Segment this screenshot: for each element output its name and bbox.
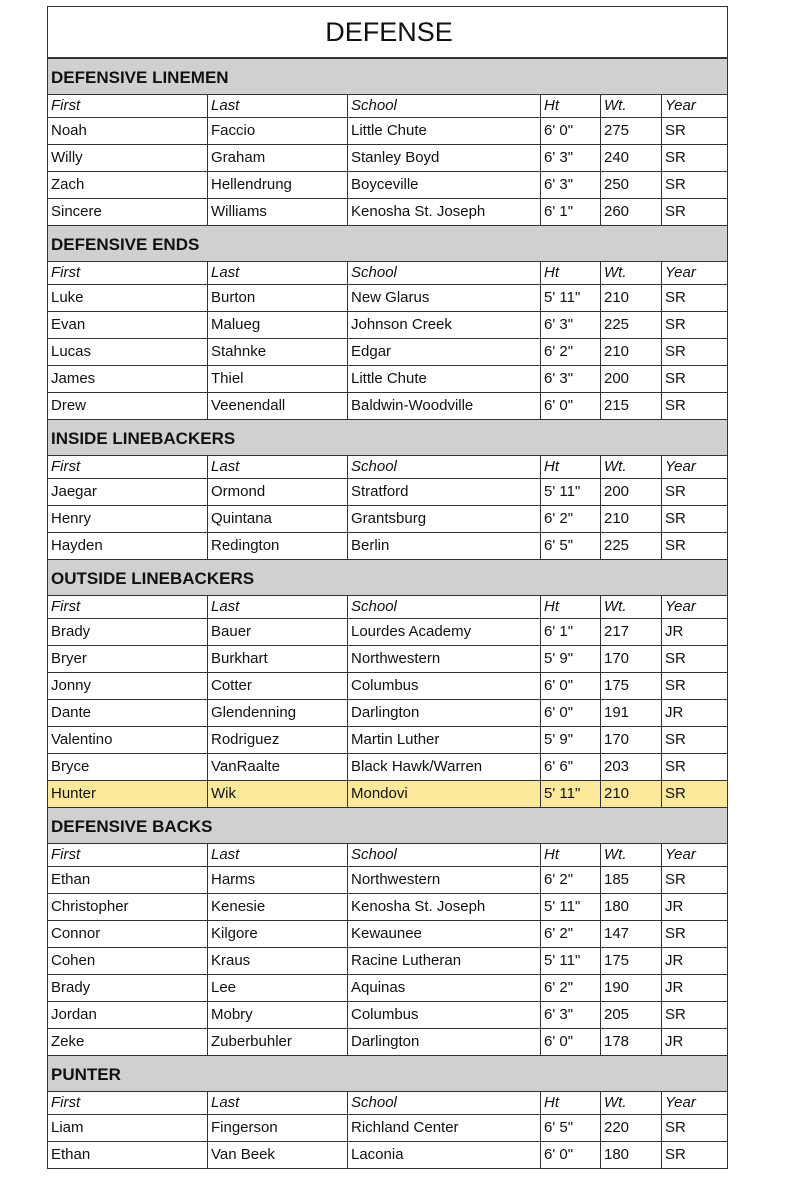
column-header-year: Year xyxy=(662,95,728,118)
cell-weight: 180 xyxy=(601,894,662,921)
column-header-weight: Wt. xyxy=(601,844,662,867)
cell-school: Grantsburg xyxy=(348,506,541,533)
column-header-school: School xyxy=(348,95,541,118)
cell-year: SR xyxy=(662,921,728,948)
cell-school: Martin Luther xyxy=(348,727,541,754)
cell-last: Redington xyxy=(208,533,348,560)
cell-year: SR xyxy=(662,366,728,393)
cell-height: 6' 3" xyxy=(541,145,601,172)
cell-first: Jonny xyxy=(48,673,208,700)
section-title: DEFENSIVE BACKS xyxy=(48,808,728,844)
column-header-first: First xyxy=(48,456,208,479)
column-header-height: Ht xyxy=(541,262,601,285)
column-header-year: Year xyxy=(662,1092,728,1115)
cell-weight: 210 xyxy=(601,506,662,533)
cell-height: 6' 3" xyxy=(541,366,601,393)
cell-first: Zeke xyxy=(48,1029,208,1056)
column-header-first: First xyxy=(48,844,208,867)
cell-year: SR xyxy=(662,145,728,172)
cell-first: Hayden xyxy=(48,533,208,560)
cell-first: Ethan xyxy=(48,867,208,894)
column-header-last: Last xyxy=(208,95,348,118)
cell-school: Kewaunee xyxy=(348,921,541,948)
page-title: DEFENSE xyxy=(48,7,728,59)
cell-weight: 250 xyxy=(601,172,662,199)
table-row xyxy=(48,199,728,226)
column-header-weight: Wt. xyxy=(601,596,662,619)
cell-year: SR xyxy=(662,754,728,781)
cell-school: Mondovi xyxy=(348,781,541,808)
cell-height: 5' 11" xyxy=(541,479,601,506)
column-header-last: Last xyxy=(208,456,348,479)
table-row xyxy=(48,366,728,393)
cell-year: SR xyxy=(662,727,728,754)
cell-height: 5' 11" xyxy=(541,894,601,921)
table-row xyxy=(48,479,728,506)
column-header-year: Year xyxy=(662,596,728,619)
cell-last: Veenendall xyxy=(208,393,348,420)
column-header-height: Ht xyxy=(541,95,601,118)
table-row xyxy=(48,673,728,700)
cell-weight: 180 xyxy=(601,1142,662,1169)
column-header-weight: Wt. xyxy=(601,95,662,118)
table-row xyxy=(48,506,728,533)
cell-first: Valentino xyxy=(48,727,208,754)
cell-weight: 210 xyxy=(601,285,662,312)
cell-weight: 220 xyxy=(601,1115,662,1142)
cell-first: Willy xyxy=(48,145,208,172)
column-header-first: First xyxy=(48,95,208,118)
table-row xyxy=(48,533,728,560)
section-title: DEFENSIVE ENDS xyxy=(48,226,728,262)
cell-year: SR xyxy=(662,1002,728,1029)
column-header-height: Ht xyxy=(541,844,601,867)
cell-first: Christopher xyxy=(48,894,208,921)
cell-first: Liam xyxy=(48,1115,208,1142)
cell-weight: 275 xyxy=(601,118,662,145)
defense-roster-table xyxy=(47,6,728,1169)
cell-height: 6' 5" xyxy=(541,533,601,560)
cell-year: JR xyxy=(662,975,728,1002)
roster-sheet xyxy=(47,6,727,1169)
cell-school: Racine Lutheran xyxy=(348,948,541,975)
table-row xyxy=(48,754,728,781)
cell-first: Lucas xyxy=(48,339,208,366)
column-header-row xyxy=(48,262,728,285)
cell-height: 5' 11" xyxy=(541,948,601,975)
cell-year: SR xyxy=(662,339,728,366)
cell-school: Little Chute xyxy=(348,366,541,393)
column-header-height: Ht xyxy=(541,596,601,619)
cell-first: Cohen xyxy=(48,948,208,975)
cell-weight: 170 xyxy=(601,727,662,754)
cell-height: 6' 1" xyxy=(541,199,601,226)
cell-height: 6' 1" xyxy=(541,619,601,646)
cell-last: Fingerson xyxy=(208,1115,348,1142)
table-row xyxy=(48,1142,728,1169)
cell-height: 6' 0" xyxy=(541,1142,601,1169)
cell-year: JR xyxy=(662,700,728,727)
cell-last: VanRaalte xyxy=(208,754,348,781)
cell-height: 6' 3" xyxy=(541,1002,601,1029)
cell-last: Malueg xyxy=(208,312,348,339)
cell-year: SR xyxy=(662,646,728,673)
cell-first: Sincere xyxy=(48,199,208,226)
cell-first: Brady xyxy=(48,975,208,1002)
section-header-row xyxy=(48,420,728,456)
column-header-height: Ht xyxy=(541,456,601,479)
cell-last: Burkhart xyxy=(208,646,348,673)
cell-weight: 175 xyxy=(601,948,662,975)
cell-last: Rodriguez xyxy=(208,727,348,754)
cell-height: 6' 2" xyxy=(541,506,601,533)
cell-school: Johnson Creek xyxy=(348,312,541,339)
table-row xyxy=(48,975,728,1002)
cell-weight: 191 xyxy=(601,700,662,727)
cell-year: SR xyxy=(662,393,728,420)
cell-school: Kenosha St. Joseph xyxy=(348,894,541,921)
section-header-row xyxy=(48,1056,728,1092)
table-row xyxy=(48,118,728,145)
cell-school: Berlin xyxy=(348,533,541,560)
cell-school: New Glarus xyxy=(348,285,541,312)
column-header-last: Last xyxy=(208,596,348,619)
table-row xyxy=(48,894,728,921)
cell-height: 5' 9" xyxy=(541,727,601,754)
column-header-row xyxy=(48,844,728,867)
cell-weight: 178 xyxy=(601,1029,662,1056)
column-header-weight: Wt. xyxy=(601,456,662,479)
cell-last: Wik xyxy=(208,781,348,808)
cell-last: Kilgore xyxy=(208,921,348,948)
column-header-first: First xyxy=(48,1092,208,1115)
cell-weight: 185 xyxy=(601,867,662,894)
cell-height: 6' 2" xyxy=(541,921,601,948)
cell-height: 5' 11" xyxy=(541,781,601,808)
cell-year: JR xyxy=(662,948,728,975)
column-header-school: School xyxy=(348,596,541,619)
cell-school: Darlington xyxy=(348,700,541,727)
cell-first: Connor xyxy=(48,921,208,948)
section-header-row xyxy=(48,808,728,844)
cell-school: Edgar xyxy=(348,339,541,366)
cell-height: 6' 0" xyxy=(541,1029,601,1056)
cell-year: SR xyxy=(662,479,728,506)
cell-height: 6' 2" xyxy=(541,975,601,1002)
cell-last: Graham xyxy=(208,145,348,172)
cell-year: SR xyxy=(662,312,728,339)
cell-first: Luke xyxy=(48,285,208,312)
cell-height: 6' 0" xyxy=(541,700,601,727)
cell-school: Little Chute xyxy=(348,118,541,145)
cell-year: JR xyxy=(662,1029,728,1056)
cell-weight: 225 xyxy=(601,312,662,339)
section-header-row xyxy=(48,58,728,95)
cell-weight: 190 xyxy=(601,975,662,1002)
cell-last: Zuberbuhler xyxy=(208,1029,348,1056)
table-row xyxy=(48,646,728,673)
cell-height: 5' 11" xyxy=(541,285,601,312)
cell-first: James xyxy=(48,366,208,393)
cell-weight: 203 xyxy=(601,754,662,781)
cell-weight: 147 xyxy=(601,921,662,948)
cell-year: JR xyxy=(662,619,728,646)
section-header-row xyxy=(48,226,728,262)
cell-year: SR xyxy=(662,506,728,533)
cell-first: Jordan xyxy=(48,1002,208,1029)
table-row xyxy=(48,867,728,894)
table-row xyxy=(48,700,728,727)
cell-weight: 170 xyxy=(601,646,662,673)
column-header-school: School xyxy=(348,262,541,285)
table-row xyxy=(48,172,728,199)
table-row xyxy=(48,393,728,420)
column-header-school: School xyxy=(348,844,541,867)
cell-last: Kenesie xyxy=(208,894,348,921)
cell-weight: 260 xyxy=(601,199,662,226)
cell-last: Lee xyxy=(208,975,348,1002)
cell-school: Stratford xyxy=(348,479,541,506)
cell-last: Ormond xyxy=(208,479,348,506)
cell-first: Jaegar xyxy=(48,479,208,506)
title-row xyxy=(48,7,728,59)
table-row xyxy=(48,1002,728,1029)
cell-school: Lourdes Academy xyxy=(348,619,541,646)
table-row xyxy=(48,339,728,366)
cell-school: Aquinas xyxy=(348,975,541,1002)
section-title: DEFENSIVE LINEMEN xyxy=(48,58,728,95)
cell-first: Evan xyxy=(48,312,208,339)
cell-height: 6' 2" xyxy=(541,867,601,894)
table-row xyxy=(48,619,728,646)
section-title: OUTSIDE LINEBACKERS xyxy=(48,560,728,596)
cell-height: 6' 3" xyxy=(541,172,601,199)
column-header-weight: Wt. xyxy=(601,262,662,285)
table-row xyxy=(48,948,728,975)
cell-school: Black Hawk/Warren xyxy=(348,754,541,781)
column-header-row xyxy=(48,596,728,619)
cell-school: Northwestern xyxy=(348,867,541,894)
cell-last: Bauer xyxy=(208,619,348,646)
cell-first: Ethan xyxy=(48,1142,208,1169)
column-header-school: School xyxy=(348,1092,541,1115)
cell-first: Drew xyxy=(48,393,208,420)
section-title: PUNTER xyxy=(48,1056,728,1092)
table-row xyxy=(48,145,728,172)
cell-height: 6' 3" xyxy=(541,312,601,339)
cell-weight: 200 xyxy=(601,479,662,506)
cell-height: 6' 2" xyxy=(541,339,601,366)
cell-last: Burton xyxy=(208,285,348,312)
table-row xyxy=(48,921,728,948)
column-header-year: Year xyxy=(662,262,728,285)
cell-school: Laconia xyxy=(348,1142,541,1169)
cell-height: 6' 5" xyxy=(541,1115,601,1142)
cell-first: Dante xyxy=(48,700,208,727)
section-header-row xyxy=(48,560,728,596)
cell-first: Bryer xyxy=(48,646,208,673)
cell-school: Northwestern xyxy=(348,646,541,673)
cell-weight: 175 xyxy=(601,673,662,700)
cell-height: 6' 0" xyxy=(541,118,601,145)
cell-year: SR xyxy=(662,673,728,700)
column-header-year: Year xyxy=(662,844,728,867)
cell-school: Stanley Boyd xyxy=(348,145,541,172)
column-header-row xyxy=(48,95,728,118)
cell-last: Van Beek xyxy=(208,1142,348,1169)
cell-school: Boyceville xyxy=(348,172,541,199)
table-row xyxy=(48,312,728,339)
cell-first: Noah xyxy=(48,118,208,145)
cell-first: Zach xyxy=(48,172,208,199)
cell-weight: 225 xyxy=(601,533,662,560)
cell-last: Kraus xyxy=(208,948,348,975)
cell-year: SR xyxy=(662,118,728,145)
cell-school: Columbus xyxy=(348,673,541,700)
cell-last: Thiel xyxy=(208,366,348,393)
table-row xyxy=(48,727,728,754)
cell-year: SR xyxy=(662,199,728,226)
cell-first: Henry xyxy=(48,506,208,533)
column-header-last: Last xyxy=(208,262,348,285)
cell-school: Baldwin-Woodville xyxy=(348,393,541,420)
cell-year: SR xyxy=(662,867,728,894)
cell-year: SR xyxy=(662,781,728,808)
cell-year: SR xyxy=(662,172,728,199)
cell-weight: 217 xyxy=(601,619,662,646)
column-header-row xyxy=(48,1092,728,1115)
cell-height: 5' 9" xyxy=(541,646,601,673)
cell-last: Hellendrung xyxy=(208,172,348,199)
column-header-last: Last xyxy=(208,844,348,867)
cell-last: Mobry xyxy=(208,1002,348,1029)
table-row xyxy=(48,1115,728,1142)
cell-year: SR xyxy=(662,1115,728,1142)
column-header-first: First xyxy=(48,596,208,619)
cell-school: Kenosha St. Joseph xyxy=(348,199,541,226)
cell-weight: 240 xyxy=(601,145,662,172)
cell-year: SR xyxy=(662,285,728,312)
cell-weight: 210 xyxy=(601,339,662,366)
column-header-last: Last xyxy=(208,1092,348,1115)
cell-weight: 205 xyxy=(601,1002,662,1029)
cell-first: Brady xyxy=(48,619,208,646)
cell-school: Richland Center xyxy=(348,1115,541,1142)
column-header-weight: Wt. xyxy=(601,1092,662,1115)
column-header-school: School xyxy=(348,456,541,479)
section-title: INSIDE LINEBACKERS xyxy=(48,420,728,456)
cell-year: SR xyxy=(662,1142,728,1169)
column-header-first: First xyxy=(48,262,208,285)
table-row xyxy=(48,285,728,312)
cell-last: Stahnke xyxy=(208,339,348,366)
column-header-row xyxy=(48,456,728,479)
cell-last: Cotter xyxy=(208,673,348,700)
cell-last: Harms xyxy=(208,867,348,894)
cell-height: 6' 0" xyxy=(541,393,601,420)
cell-last: Faccio xyxy=(208,118,348,145)
cell-school: Columbus xyxy=(348,1002,541,1029)
cell-weight: 200 xyxy=(601,366,662,393)
cell-first: Bryce xyxy=(48,754,208,781)
cell-last: Williams xyxy=(208,199,348,226)
column-header-year: Year xyxy=(662,456,728,479)
cell-weight: 210 xyxy=(601,781,662,808)
cell-school: Darlington xyxy=(348,1029,541,1056)
cell-first: Hunter xyxy=(48,781,208,808)
cell-weight: 215 xyxy=(601,393,662,420)
table-row xyxy=(48,1029,728,1056)
cell-last: Quintana xyxy=(208,506,348,533)
table-row-highlighted xyxy=(48,781,728,808)
column-header-height: Ht xyxy=(541,1092,601,1115)
cell-year: SR xyxy=(662,533,728,560)
cell-height: 6' 6" xyxy=(541,754,601,781)
cell-last: Glendenning xyxy=(208,700,348,727)
cell-height: 6' 0" xyxy=(541,673,601,700)
cell-year: JR xyxy=(662,894,728,921)
